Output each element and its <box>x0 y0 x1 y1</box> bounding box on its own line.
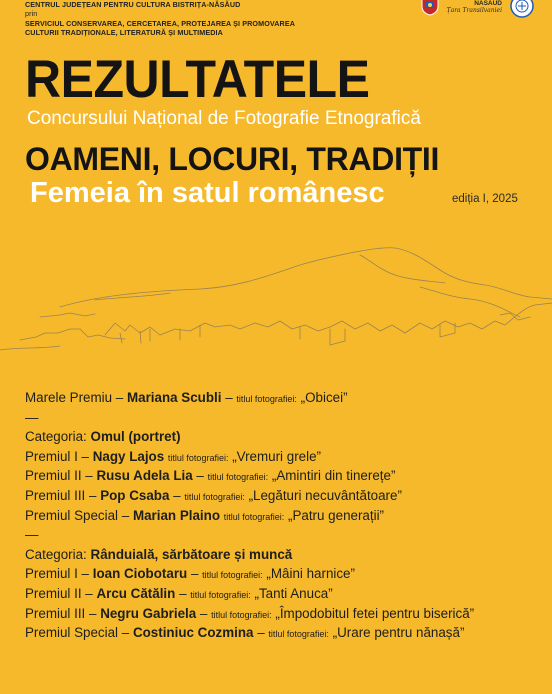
nasaud-logo-tagline: Țara Transilvaniei <box>446 7 502 14</box>
photo-label: titlul fotografiei: <box>268 629 329 640</box>
organizer-line-2: prin <box>25 9 38 19</box>
category-1-heading <box>25 427 474 447</box>
photo-title: „Împodobitul fetei pentru biserică” <box>275 605 475 621</box>
partner-logos <box>421 0 534 18</box>
result-row <box>25 564 474 584</box>
organizer-line-1: CENTRUL JUDEȚEAN PENTRU CULTURA BISTRIȚA-NĂSĂUD <box>25 0 241 9</box>
prize-label: Premiul Special – <box>25 625 130 641</box>
edition-label: ediția I, 2025 <box>452 193 518 205</box>
prize-label: Premiul II – <box>25 585 93 601</box>
separator: — <box>25 409 38 425</box>
winner-name: Ioan Ciobotaru <box>92 566 188 582</box>
category-label: Categoria: <box>25 546 87 562</box>
prize-label: Marele Premiu – <box>25 390 124 405</box>
category-2-heading <box>25 545 474 565</box>
nasaud-logo <box>447 0 502 14</box>
contest-theme: Femeia în satul românesc <box>30 177 385 209</box>
winner-name: Costiniuc Cozmina <box>132 625 254 641</box>
winner-name: Nagy Lajos <box>92 448 165 464</box>
contest-name: OAMENI, LOCURI, TRADIȚII <box>25 141 440 177</box>
photo-title: „Patru generații” <box>288 507 385 523</box>
coat-of-arms-icon <box>421 0 439 16</box>
winner-name: Negru Gabriela <box>100 605 197 621</box>
village-landscape-sketch <box>0 225 552 365</box>
photo-label: titlul fotografiei: <box>223 511 285 522</box>
grand-prize-row <box>25 388 474 408</box>
dash: – <box>179 585 187 601</box>
organizer-line-4: CULTURII TRADIȚIONALE, LITERATURĂ ȘI MULTIMEDIA <box>25 27 223 37</box>
category-label: Categoria: <box>25 429 87 445</box>
category-name: Omul (portret) <box>90 429 181 445</box>
dash: – <box>199 605 208 621</box>
photo-label: titlul fotografiei: <box>190 589 251 600</box>
photo-label: titlul fotografiei: <box>211 609 272 620</box>
winner-name: Marian Plaino <box>132 507 220 523</box>
dash: – <box>196 468 204 484</box>
dash: – <box>190 566 199 582</box>
winner-name: Arcu Cătălin <box>96 585 176 601</box>
photo-label: titlul fotografiei: <box>207 472 269 483</box>
photo-label: titlul fotografiei: <box>202 570 263 581</box>
prize-label: Premiul II – <box>25 468 93 484</box>
nasaud-logo-text: NĂSĂUD <box>474 0 502 7</box>
prize-label: Premiul III – <box>25 487 97 503</box>
results-list <box>25 388 474 643</box>
result-row <box>25 486 474 506</box>
result-row <box>25 584 474 604</box>
photo-title: „Mâini harnice” <box>266 566 355 582</box>
emblem-icon <box>510 0 534 18</box>
page-subtitle: Concursului Național de Fotografie Etnografică <box>27 108 421 129</box>
photo-title: „Amintiri din tinerețe” <box>271 468 396 484</box>
dash: – <box>173 487 181 503</box>
winner-name: Rusu Adela Lia <box>96 468 193 484</box>
photo-label: titlul fotografiei: <box>167 452 229 463</box>
dash: – <box>225 390 233 405</box>
result-row <box>25 506 474 526</box>
category-name: Rânduială, sărbătoare și muncă <box>90 546 293 562</box>
page-title: REZULTATELE <box>25 50 370 109</box>
prize-label: Premiul I – <box>25 448 89 464</box>
result-row <box>25 604 474 624</box>
photo-title: „Tanti Anuca” <box>254 585 333 601</box>
prize-label: Premiul I – <box>25 566 89 582</box>
photo-title: „Urare pentru nănașă” <box>332 625 465 641</box>
result-row <box>25 447 474 467</box>
prize-label: Premiul III – <box>25 605 97 621</box>
separator: — <box>25 527 38 543</box>
photo-label: titlul fotografiei: <box>184 491 245 502</box>
photo-label: titlul fotografiei: <box>236 394 297 404</box>
dash: – <box>257 625 265 641</box>
result-row <box>25 623 474 643</box>
photo-title: „Vremuri grele” <box>232 448 321 464</box>
organizer-block <box>25 0 295 37</box>
photo-title: „Legături necuvântătoare” <box>248 487 402 503</box>
prize-label: Premiul Special – <box>25 507 130 523</box>
winner-name: Mariana Scubli <box>126 390 222 405</box>
photo-title: „Obicei” <box>300 390 348 405</box>
result-row <box>25 466 474 486</box>
organizer-line-3: SERVICIUL CONSERVAREA, CERCETAREA, PROTEJAREA ȘI PROMOVAREA <box>25 18 296 28</box>
winner-name: Pop Csaba <box>100 487 170 503</box>
